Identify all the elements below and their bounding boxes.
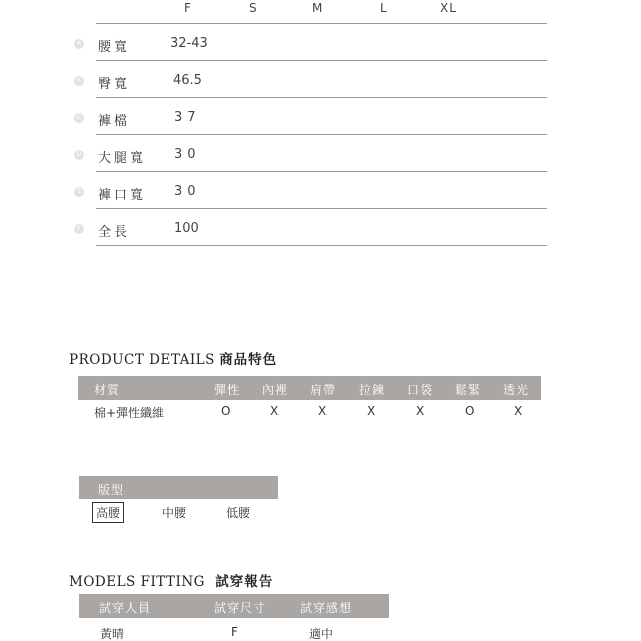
size-col-s: S xyxy=(249,1,258,15)
size-col-m: M xyxy=(312,1,324,15)
marker-c-icon: C xyxy=(74,113,84,123)
models-fitting-title-zh: 試穿報告 xyxy=(215,574,274,590)
marker-b-icon: B xyxy=(74,76,84,86)
size-value: 32-43 xyxy=(170,36,208,51)
details-header-elastic: 鬆緊 xyxy=(455,383,482,397)
fit-option-high-selected: 高腰 xyxy=(92,502,124,523)
size-label: 腰寬 xyxy=(98,40,131,55)
size-value: 100 xyxy=(174,221,199,236)
size-label: 褲檔 xyxy=(98,114,131,129)
product-details-title xyxy=(69,348,277,368)
size-value: 46.5 xyxy=(173,73,202,88)
product-details-title-zh: 商品特色 xyxy=(219,352,278,368)
size-row-length xyxy=(77,209,547,246)
size-row-hem xyxy=(77,172,547,209)
details-header-material: 材質 xyxy=(94,383,121,397)
fitting-header-size: 試穿尺寸 xyxy=(214,601,267,615)
fitting-feedback: 適中 xyxy=(309,627,334,641)
size-table-header xyxy=(96,0,547,24)
details-header-pocket: 口袋 xyxy=(407,383,434,397)
size-row-thigh xyxy=(76,135,547,172)
fitting-header-person: 試穿人員 xyxy=(99,601,152,615)
details-value-pocket: X xyxy=(416,404,425,418)
size-row-hip xyxy=(76,61,547,98)
fitting-size: F xyxy=(231,625,238,639)
size-row-rise xyxy=(76,98,547,135)
fit-option-low: 低腰 xyxy=(226,506,251,520)
size-label: 臀寬 xyxy=(98,77,131,92)
size-label: 褲口寬 xyxy=(98,188,147,203)
fit-header: 版型 xyxy=(98,483,125,497)
size-value: 37 xyxy=(174,110,201,125)
marker-e-icon: E xyxy=(74,187,84,197)
fit-header-bar xyxy=(79,476,278,499)
details-value-zipper: X xyxy=(367,404,376,418)
details-value-stretch: O xyxy=(221,404,231,418)
size-value: 30 xyxy=(174,184,201,199)
details-value-elastic: O xyxy=(465,404,475,418)
size-value: 30 xyxy=(174,147,201,162)
size-label: 全長 xyxy=(98,225,131,240)
size-col-xl: XL xyxy=(440,1,457,15)
models-fitting-title-en: MODELS FITTING xyxy=(69,574,205,590)
marker-d-icon: D xyxy=(74,150,84,160)
marker-a-icon: A xyxy=(74,39,84,49)
details-value-material: 棉+彈性纖維 xyxy=(94,406,165,420)
details-header-strap: 肩帶 xyxy=(310,383,337,397)
details-value-lining: X xyxy=(270,404,279,418)
details-header-lining: 內裡 xyxy=(262,383,289,397)
models-fitting-title xyxy=(69,570,273,590)
fit-option-mid: 中腰 xyxy=(162,506,187,520)
marker-f-icon: F xyxy=(74,224,84,234)
size-col-l: L xyxy=(380,1,388,15)
size-label: 大腿寬 xyxy=(98,151,147,166)
size-row-waist xyxy=(76,24,547,61)
details-header-sheer: 透光 xyxy=(503,383,530,397)
details-header-bar xyxy=(78,376,541,400)
fitting-header-feedback: 試穿感想 xyxy=(300,601,353,615)
details-header-stretch: 彈性 xyxy=(214,383,241,397)
size-col-f: F xyxy=(184,1,192,15)
details-header-zipper: 拉鍊 xyxy=(359,383,386,397)
details-value-sheer: X xyxy=(514,404,523,418)
details-value-strap: X xyxy=(318,404,327,418)
product-details-title-en: PRODUCT DETAILS xyxy=(69,352,215,368)
fitting-header-bar xyxy=(79,594,389,618)
fitting-person: 黃晴 xyxy=(100,627,125,641)
